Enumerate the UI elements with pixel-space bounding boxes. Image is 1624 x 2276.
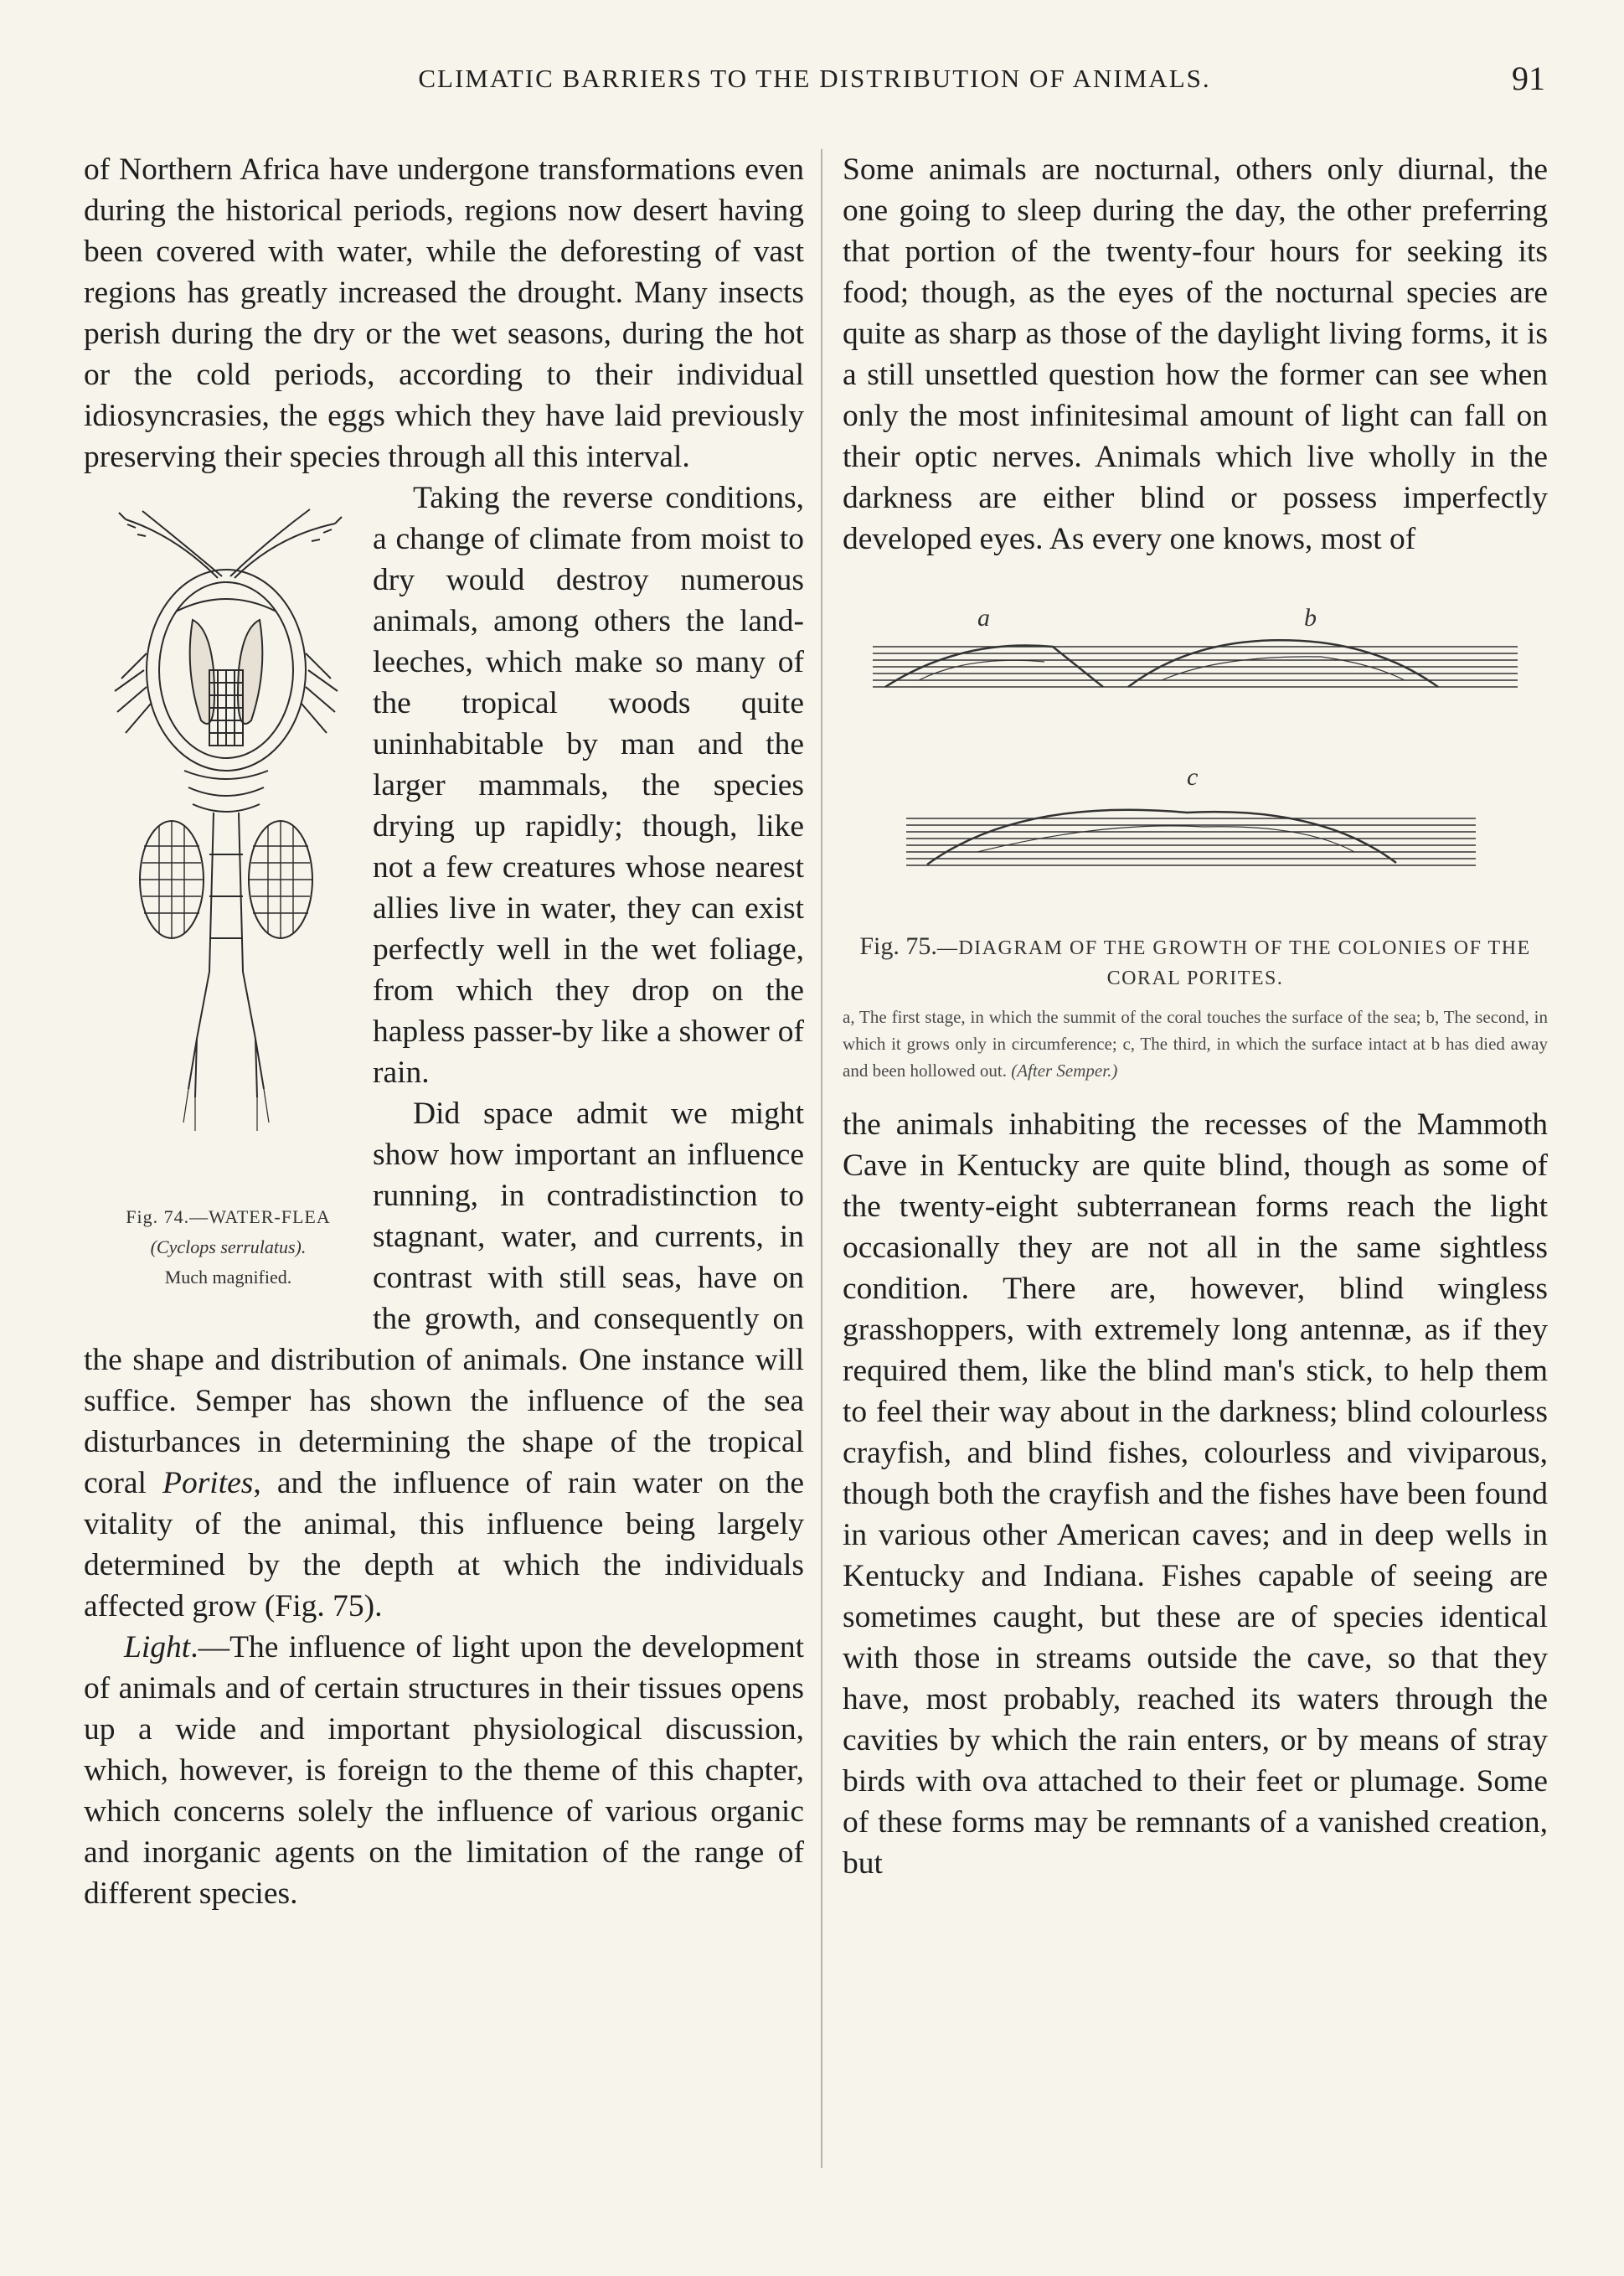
label-c: c <box>1187 763 1199 791</box>
figure-74-latin: (Cyclops serrulatus). <box>150 1236 307 1257</box>
figure-74 <box>84 477 373 1332</box>
water-flea-illustration <box>92 503 360 1190</box>
figure-75-label: Fig. 75. <box>859 932 937 960</box>
figure-74-caption <box>84 1202 373 1293</box>
figure-74-note: Much magnified. <box>164 1267 292 1288</box>
running-title: CLIMATIC BARRIERS TO THE DISTRIBUTION OF ANIMALS. <box>418 64 1211 93</box>
figure-74-title: Fig. 74.—WATER-FLEA <box>126 1206 331 1227</box>
label-b: b <box>1304 604 1317 632</box>
coral-growth-diagram <box>852 596 1539 923</box>
left-column <box>84 149 804 1914</box>
figure-75-caption <box>843 932 1548 993</box>
figure-75-title: —DIAGRAM OF THE GROWTH OF THE COLONIES OF THE CORAL PORITES. <box>936 937 1531 989</box>
page-header <box>84 59 1545 106</box>
figure-75 <box>843 596 1548 1084</box>
text-run: Did space admit we might show how important an influence running, in contradistinction to stagnant, water, and currents, in contrast with still seas, have on the growth, and consequently on the shape and distribution of animals. One instance will suffice. Semper has shown the influence of the sea disturbances in determining the shape of the tropical coral <box>84 1097 804 1500</box>
italic-term: Porites <box>162 1466 254 1500</box>
section-heading: Light <box>124 1630 191 1664</box>
paragraph <box>84 1627 804 1914</box>
text-run: , and the influence of rain water on the vitality of the animal, this influence being largely determined by the depth at which the individuals affected grow (Fig. 75). <box>84 1466 804 1623</box>
paragraph: Taking the reverse conditions, a change of climate from moist to dry would destroy numerous animals, among others the land-leeches, which make so many of the tropical woods quite uninhabitable by man and the larger mammals, the species drying up rapidly; though, like not a few creatures whose nearest allies live in water, they can exist perfectly well in the wet foliage, from which they drop on the hapless passer-by like a shower of rain. <box>373 481 804 1090</box>
page-number: 91 <box>1512 59 1545 97</box>
text-run: .—The influence of light upon the development of animals and of certain structures in their tissues opens up a wide and important physiological discussion, which, however, is foreign to the theme of this chapter, which concerns solely the influence of various organic and inorganic agents on the limitation of the range of different species. <box>84 1630 804 1911</box>
label-a: a <box>977 604 990 632</box>
legend-source: (After Semper.) <box>1011 1061 1118 1081</box>
paragraph: the animals inhabiting the recesses of the Mammoth Cave in Kentucky are quite blind, though as some of the twenty-eight subterranean forms reach the light occasionally they are not all in the same sightless condition. There are, however, blind wingless grasshoppers, with extremely long antennæ, as if they required them, like the blind man's stick, to help them to feel their way about in the darkness; blind colourless crayfish, and blind fishes, colourless and viviparous, though both the crayfish and the fishes have been found in various other American caves; and in deep wells in Kentucky and Indiana. Fishes capable of seeing are sometimes caught, but these are of species identical with those in streams outside the cave, so that they have, most probably, reached its waters through the cavities by which the rain enters, or by means of stray birds with ova attached to their feet or plumage. Some of these forms may be remnants of a vanished creation, but <box>843 1107 1548 1881</box>
paragraph: of Northern Africa have undergone transformations even during the historical periods, regions now desert having been covered with water, while the deforesting of vast regions has greatly increased the drought. Many insects perish during the dry or the wet seasons, during the hot or the cold periods, according to their individual idiosyncrasies, the eggs which they have laid previously preserving their species through all this interval. <box>84 152 804 474</box>
column-divider <box>821 149 822 2168</box>
figure-75-legend <box>843 1004 1548 1084</box>
legend-text: a, The first stage, in which the summit of the coral touches the surface of the sea; b, The second, in which it grows only in circumference; c, The third, in which the surface intact at b has died away and been hollowed out. <box>843 1007 1548 1081</box>
paragraph: Some animals are nocturnal, others only diurnal, the one going to sleep during the day, the other preferring that portion of the twenty-four hours for seeking its food; though, as the eyes of the nocturnal species are quite as sharp as those of the daylight living forms, it is a still unsettled question how the former can see when only the most infinitesimal amount of light can fall on their optic nerves. Animals which live wholly in the darkness are either blind or possess imperfectly developed eyes. As every one knows, most of <box>843 152 1548 556</box>
right-column <box>843 149 1548 1884</box>
